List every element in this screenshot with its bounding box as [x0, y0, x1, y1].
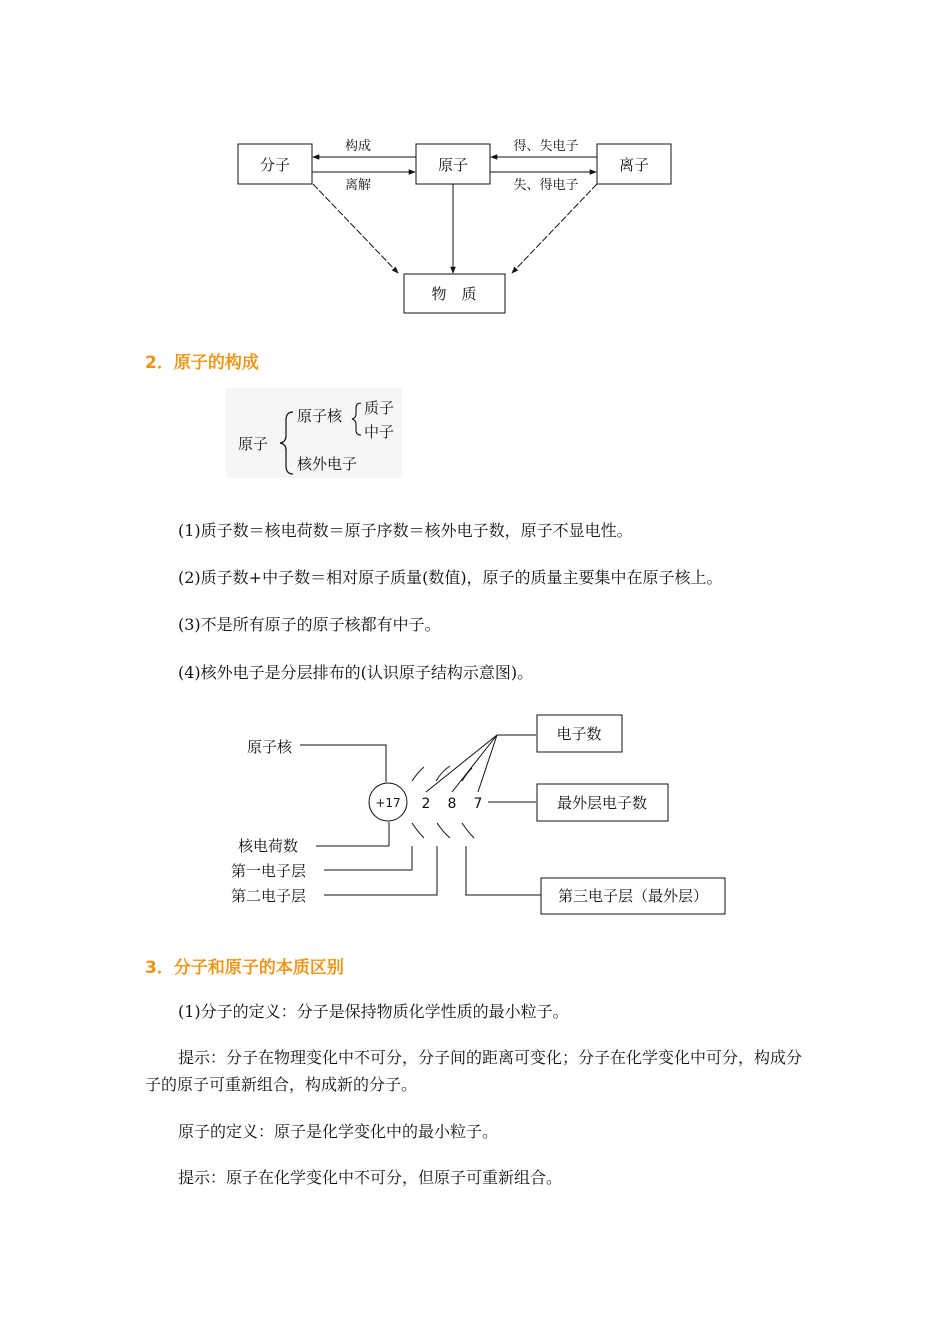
electron-count-label: 电子数: [556, 725, 602, 743]
shell-arc-3-top: [462, 768, 472, 781]
paragraph-3-3: 原子的定义：原子是化学变化中的最小粒子。: [178, 1122, 499, 1141]
tree-root-atom: 原子: [238, 435, 269, 453]
atom-label: 原子: [437, 156, 469, 174]
section-3-heading: 3．分子和原子的本质区别: [145, 958, 344, 978]
gain-lose-label: 得、失电子: [513, 139, 579, 154]
lose-gain-label: 失、得电子: [513, 178, 579, 193]
shell-arc-1-bottom: [412, 823, 424, 838]
dissociate-label: 离解: [344, 178, 372, 193]
electron-count-fan-1: [426, 735, 497, 792]
outer-electrons-label: 最外层电子数: [556, 794, 648, 812]
paragraph-2-4: (4)核外电子是分层排布的(认识原子结构示意图)。: [178, 663, 534, 682]
nuclear-charge-pointer: [316, 822, 389, 846]
tree-proton: 质子: [364, 399, 395, 417]
third-layer-pointer: [466, 846, 541, 895]
molecule-label: 分子: [259, 156, 291, 174]
tree-neutron: 中子: [364, 423, 395, 441]
nucleus-label: 原子核: [247, 738, 293, 756]
nuclear-charge-value: +17: [375, 796, 401, 810]
third-layer-label: 第三电子层（最外层）: [557, 887, 709, 905]
paragraph-3-4: 提示：原子在化学变化中不可分，但原子可重新组合。: [178, 1168, 563, 1187]
section-2-heading: 2．原子的构成: [145, 353, 259, 373]
nucleus-pointer: [300, 745, 386, 782]
matter-label: 物 质: [431, 285, 477, 303]
paragraph-3-1: (1)分子的定义：分子是保持物质化学性质的最小粒子。: [178, 1002, 569, 1021]
electron-count-fan-3: [478, 735, 497, 792]
paragraph-2-3: (3)不是所有原子的原子核都有中子。: [178, 615, 441, 634]
shell-1-electrons: 2: [421, 796, 431, 812]
compose-label: 构成: [344, 139, 372, 154]
nuclear-charge-label: 核电荷数: [238, 837, 299, 855]
shell-2-electrons: 8: [447, 796, 457, 812]
paragraph-2-1: (1)质子数＝核电荷数＝原子序数＝核外电子数，原子不显电性。: [178, 521, 633, 540]
shell-arc-3-bottom: [462, 823, 474, 838]
shell-arc-2-bottom: [437, 823, 450, 838]
ion-label: 离子: [618, 156, 650, 174]
paragraph-3-2: 提示：分子在物理变化中不可分，分子间的距离可变化；分子在化学变化中可分，构成分子的原子可重新组合，构成新的分子。: [145, 1048, 803, 1094]
tree-nucleus: 原子核: [297, 407, 343, 425]
first-layer-label: 第一电子层: [231, 862, 307, 880]
tree-electron: 核外电子: [297, 455, 358, 473]
paragraph-2-2: (2)质子数+中子数＝相对原子质量(数值)，原子的质量主要集中在原子核上。: [178, 568, 723, 587]
second-layer-label: 第二电子层: [231, 887, 307, 905]
shell-arc-1-top: [412, 767, 424, 781]
shell-3-electrons: 7: [473, 796, 483, 812]
electron-count-fan-2: [452, 735, 497, 792]
first-layer-pointer: [324, 846, 412, 870]
